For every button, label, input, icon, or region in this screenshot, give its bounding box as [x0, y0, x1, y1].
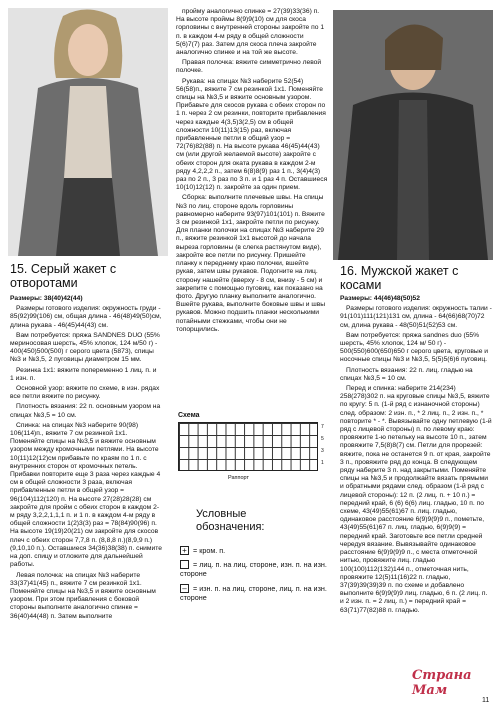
knit-stitch-icon — [180, 560, 189, 569]
knitting-chart-grid — [178, 422, 318, 471]
article-title-15: 15. Серый жакет с отворотами — [10, 262, 117, 290]
legend-item-edge: + = кром. п. — [180, 546, 330, 555]
armhole-text: пройму аналогично спинке = 27(39)33(36) п. На высоте проймы 8(9)9(10) см для скоса горловины с внутренней стороны закройте по 1 п. в каждом 4-м ряду в общей сложности 5(6)7(7) раз. Затем для скоса плеча закройте аналогично спинке и на той же высоте. — [176, 8, 325, 57]
gauge-16: Плотность вязания: 22 п. лиц. гладью на спицах №3,5 = 10 см. — [340, 366, 473, 382]
back-15: Спинка: на спицах №3 наберите 90(98) 106(114)п., вяжите 7 см резинкой 1х1. Поменяйте спицы на №3,5 и вяжите основным узором между кромочными петлями. На высоте 10(11)12(12)см прибавьте по краям по 1 п. с внутренних сторон от кромочных петель. Прибавки повторите еще 3 раза через каждые 4 см в общей сложности 3 раза, включая прибавленные петли в общей узор = 96(104)112(120) п. На высоте 27(28)28(28) см закройте для пройм с обеих сторон в каждом 2-м ряду 3,2,2,1,1,1 п. и 1 п. в каждом 4-м ряду в общей сложности 1(2)3(3) раз = 78(84)90(96) п. На высоте 19(19)20(21) см закройте для скосов плеч с обеих сторон 7,7,8 п. (8,8,8 п.)(8,9,9 п.)(9,10,10 п.). Оставшиеся 34(36)38(38) п. снимите на доп. спицу и отложите для дальнейшей работы. — [10, 421, 162, 569]
legend-item-purl: – = изн. п. на лиц. стороне, лиц. п. на изн. стороне — [180, 584, 327, 602]
edge-stitch-icon: + — [180, 546, 189, 555]
finished-sizes-15: Размеры готового изделия: окружность груди - 85(92)99(106) см, общая длина - 46(48)49(50)см, длина рукава - 46(45)44(43) см. — [10, 305, 162, 329]
article-title-16: 16. Мужской жакет с косами — [340, 264, 459, 292]
row-number: 5 — [321, 436, 324, 442]
materials-15: Вам потребуется: пряжа SANDNES DUO (55% мериносовая шерсть, 45% хлопок, 124 м/50 г) - 400(450)500(500) г серого цвета (5873), спицы №3 и №3,5, 2 пуговицы диаметром 15 мм. — [10, 331, 160, 364]
rapport-label: Раппорт — [228, 475, 250, 481]
photo-man-jacket — [333, 10, 493, 260]
watermark-logo: Страна Мам — [412, 668, 472, 698]
materials-16: Вам потребуется: пряжа sandnes duo (55% шерсть, 45% хлопок, 124 м/ 50 г) - 500(550)600(650)650 г серого цвета, круговые и носочные спицы №3 и №3,5, 5(5)5(6)6 пуговиц. — [340, 331, 489, 364]
row-number: 3 — [321, 448, 324, 454]
legend-item-knit: = лиц. п. на лиц. стороне, изн. п. на изн. стороне — [180, 560, 327, 578]
gauge-15: Плотность вязания: 22 п. основным узором на спицах №3,5 = 10 см. — [10, 403, 161, 419]
sizes-16: Размеры: 44(46)48(50)52 — [340, 295, 420, 302]
right-front-15: Правая полочка: вяжите симметрично левой полочке. — [176, 59, 322, 75]
row-number: 7 — [321, 424, 324, 430]
column-left — [10, 295, 162, 623]
photo-woman-jacket — [8, 8, 168, 256]
row-number: 1 — [321, 460, 324, 466]
scheme-label: Схема — [178, 412, 200, 419]
photo-woman-illustration — [8, 8, 168, 256]
purl-stitch-icon: – — [180, 584, 189, 593]
sizes-15: Размеры: 38(40)42(44) — [10, 295, 83, 302]
legend-title: Условные обозначения: — [196, 508, 265, 533]
assembly-15: Сборка: выполните плечевые швы. На спицы №3 по лиц. стороне вдоль горловины равномерно наберите 93(97)101(101) п. Вяжите 3 см резинкой 1х1, закройте петли по рисунку. Для планки полочки на спицах №3 наберите 29 п., вяжите резинкой 1х1 высотой до начала выреза горловины (в слегка растянутом виде), закройте все петли по рисунку. Пришейте планку к переднему краю полочки, вшейте рукав, затем швы рукавов. Подогните на лиц. сторону нашейте (вверху - 8 см, внизу - 5 см) и закрепите с помощью пуговиц, как показано на фото. Другую планку выполните аналогично. Вшейте рукава, выполните боковые швы и швы рукавов. Можно подшить планки несколькими потайными стежками, чтобы они не топорщились. — [176, 194, 326, 333]
chart-row-numbers — [321, 421, 324, 469]
main-pattern-15: Основной узор: вяжите по схеме, в изн. рядах все петли вяжите по рисунку. — [10, 385, 160, 401]
photo-man-illustration — [333, 10, 493, 260]
sleeves-15: Рукава: на спицах №3 наберите 52(54) 56(58)п., вяжите 7 см резинкой 1х1. Поменяйте спицы на №3,5 и вяжите основным узором. Прибавьте для скосов рукава с обеих сторон по 1 п. через 2 см резинки, повторите прибавления через каждые 4(3,5)3(2,5) см в общей сложности 10(11)13(15) раз, включая прибавленные петли в общий узор = 72(76)82(88) п. На высоте рукава 46(45)44(43) см (или другой желаемой высоте) закройте с обеих сторон для оката рукава в каждом 2-м ряду 4,2,2,2 п., затем 6(8)8(9) раз 1 п., 3(4)4(3) раз по 2 п., 3 раз по 3 п. и 1 раз 4 п. Оставшиеся 10(10)12(12) п. закройте за один прием. — [176, 77, 328, 192]
finished-sizes-16: Размеры готового изделия: окружность талии - 91(101)111(121)131 см, длина - 64(66)68(70)72 см, длина рукава - 48(50)51(52)53 см. — [340, 305, 492, 329]
column-right — [340, 295, 492, 617]
column-middle — [176, 8, 328, 336]
page-number: 11 — [482, 697, 490, 704]
rib-15: Резинка 1х1: вяжите попеременно 1 лиц. п. и 1 изн. п. — [10, 366, 157, 382]
left-front-15: Левая полочка: на спицах №3 наберите 33(37)41(45) п., вяжите 7 см резинкой 1х1. Поменяйте спицы на №3,5 и вяжите основным узором. При этом прибавления с боковой стороны выполните аналогично спинке = 36(40)44(48) п. Затем выполните — [10, 571, 156, 620]
front-back-16: Перед и спинка: наберите 214(234) 258(278)302 п. на круговые спицы №3,5, вяжите по кругу: 5 п. (1-й ряд с изнаночной стороны) след. образом: 2 изн. п., * 2 лиц. п., 2 изн. п., * повторите * - *. Вывязывайте одну петлевую (1-й ряд с лицевой стороны) п. по левому краю: провяжите 1-ю петельку на высоте 10 п., затем провяжите 7,5(8)8(7) см. Петли для прорезей: вяжите, пока не останется 9 п. от края, закройте 3 п., провяжите ряд до конца. В следующем ряду наберите 3 п. над закрытыми. Поменяйте спицы на №3,5 и продолжайте вязать прямыми и обратными рядами след. образом (1-й ряд с лицевой стороны): 12 п. (2 лиц. п. + 10 п.) = передний край, 6 (6) 6(6) лиц. гладью, 10 п. по схеме, 43(49)55(61)67 п. лиц. гладью, одинаковое расстояние 6(9)9(9)9 п., пометьте, 43(49)55(61)67 п. лиц. гладью, 6(9)9(9) = передний край. Заготовьте все петли средней чередуя вязание. Вывязывайте одинаковое расстояние 6(9)9(9)9 п., с места отметочной нитью, провяжите лиц. гладью 100(100)112(132)144 п., отметочная нить, провяжите 12(5)11(16)22 п. гладью, 37(39)39(39)39 п. по схеме и добавлено выполните 6(9)9(9)9 лиц. гладью, 6 п. (2 лиц. п. и 2 изн. п. = 2 лиц. п.) = передний край = 63(71)77(82)88 п. гладью. — [340, 385, 492, 614]
